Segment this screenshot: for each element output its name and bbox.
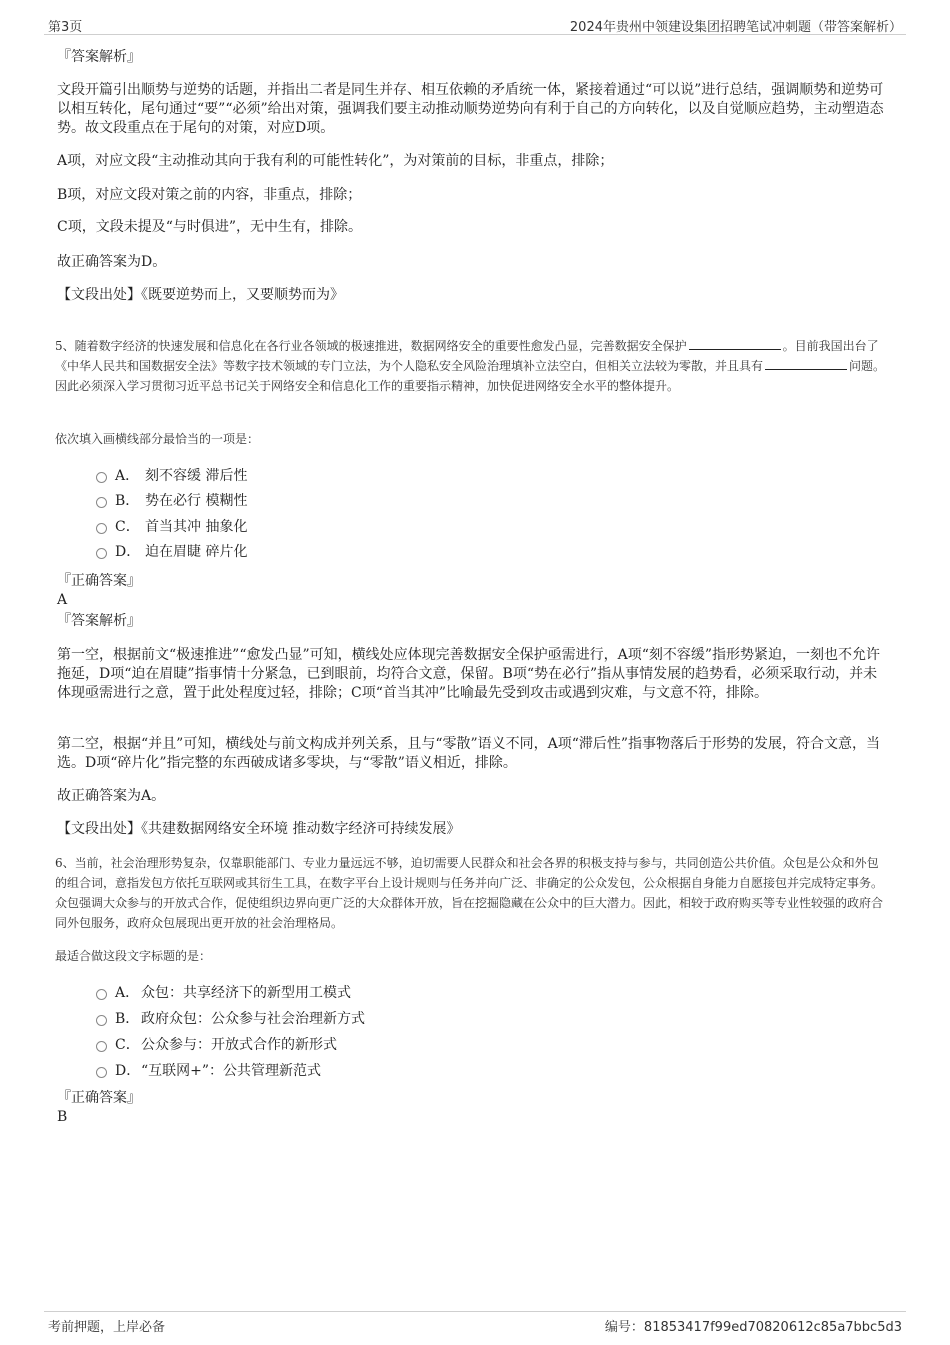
page-number: 第3页 (48, 20, 83, 35)
q6-answer-label: 『正确答案』 (57, 1090, 141, 1106)
radio-icon[interactable] (96, 472, 107, 483)
radio-icon[interactable] (96, 1015, 107, 1026)
q5-option-c[interactable]: C． 首当其冲 抽象化 (96, 518, 247, 536)
prev-source: 【文段出处】《既要逆势而上，又要顺势而为》 (57, 287, 344, 303)
q6-option-d-text: “互联网+”：公共管理新范式 (141, 1063, 322, 1079)
q5-option-b[interactable]: B． 势在必行 模糊性 (96, 492, 247, 510)
q6-option-c-text: 公众参与：开放式合作的新形式 (141, 1037, 337, 1053)
q5-answer: A (57, 592, 68, 608)
q6-option-d[interactable]: D．“互联网+”：公共管理新范式 (96, 1062, 321, 1080)
page-header (44, 14, 906, 35)
q5-prompt: 依次填入画横线部分最恰当的一项是： (55, 432, 260, 446)
q5-option-b-text: 势在必行 模糊性 (145, 493, 248, 509)
footer-slogan: 考前押题，上岸必备 (48, 1320, 166, 1335)
q5-source: 【文段出处】《共建数据网络安全环境 推动数字经济可持续发展》 (57, 821, 461, 837)
radio-icon[interactable] (96, 1041, 107, 1052)
q5-stem-part-3: 问题。因此必须深入学习贯彻习近平总书记关于网络安全和信息化工作的重要指示精神，加快促进网络安全水平的整体提升。 (55, 359, 886, 393)
radio-icon[interactable] (96, 497, 107, 508)
q5-analysis-label: 『答案解析』 (57, 613, 141, 629)
q5-option-d[interactable]: D． 迫在眉睫 碎片化 (96, 543, 247, 561)
radio-icon[interactable] (96, 548, 107, 559)
prev-analysis-option-b: B项，对应文段对策之前的内容，非重点，排除； (57, 187, 362, 203)
q6-answer: B (57, 1109, 68, 1125)
q5-blank-2 (765, 368, 847, 370)
q5-analysis-paragraph-1: 第一空，根据前文“极速推进”“愈发凸显”可知，横线处应体现完善数据安全保护亟需进行，A项“刻不容缓”指形势紧迫，一刻也不允许拖延，D项“迫在眉睫”指事情十分紧急，已到眼前，均符合文意，保留。B项“势在必行”指从事情发展的趋势看，必须采取行动，并未体现亟需进行之意，置于此处程度过轻，排除；C项“首当其冲”比喻最先受到攻击或遇到灾难，与文意不符，排除。 (57, 647, 881, 701)
radio-icon[interactable] (96, 523, 107, 534)
prev-analysis-label: 『答案解析』 (57, 49, 141, 65)
q5-stem-part-1: 5、随着数字经济的快速发展和信息化在各行业各领域的极速推进，数据网络安全的重要性愈发凸显，完善数据安全保护 (55, 339, 687, 353)
document-title: 2024年贵州中领建设集团招聘笔试冲刺题（带答案解析） (569, 20, 902, 35)
q5-option-c-text: 首当其冲 抽象化 (145, 519, 248, 535)
prev-analysis-option-a: A项，对应文段“主动推动其向于我有利的可能性转化”，为对策前的目标，非重点，排除； (57, 153, 614, 169)
document-code: 编号：81853417f99ed70820612c85a7bbc5d3 (604, 1320, 902, 1335)
radio-icon[interactable] (96, 1067, 107, 1078)
q5-option-d-text: 迫在眉睫 碎片化 (145, 544, 248, 560)
prev-analysis-paragraph: 文段开篇引出顺势与逆势的话题，并指出二者是同生并存、相互依赖的矛盾统一体，紧接着通过“可以说”进行总结，强调顺势和逆势可以相互转化，尾句通过“要”“必须”给出对策，强调我们要主动推动顺势逆势向有利于自己的方向转化，以及自觉顺应趋势，主动塑造态势。故文段重点在于尾句的对策，对应D项。 (57, 82, 884, 136)
q6-option-a[interactable]: A． 众包：共享经济下的新型用工模式 (96, 984, 351, 1002)
q6-option-b[interactable]: B． 政府众包：公众参与社会治理新方式 (96, 1010, 365, 1028)
q6-option-a-text: 众包：共享经济下的新型用工模式 (141, 985, 351, 1001)
q5-answer-label: 『正确答案』 (57, 573, 141, 589)
q5-option-a-text: 刻不容缓 滞后性 (145, 468, 248, 484)
radio-icon[interactable] (96, 989, 107, 1000)
q6-option-b-text: 政府众包：公众参与社会治理新方式 (141, 1011, 365, 1027)
q6-prompt: 最适合做这段文字标题的是： (55, 949, 212, 963)
prev-analysis-option-c: C项，文段未提及“与时俱进”，无中生有，排除。 (57, 219, 363, 235)
q5-stem-part-2: 。目前我国出台了《中华人民共和国数据安全法》等数字技术领域的专门立法，为个人隐私安全风险治理填补立法空白，但相关立法较为零散，并且具有 (55, 339, 879, 373)
q5-blank-1 (689, 348, 781, 350)
q6-option-c[interactable]: C．公众参与：开放式合作的新形式 (96, 1036, 337, 1054)
prev-answer-conclusion: 故正确答案为D。 (57, 254, 167, 270)
q5-analysis-paragraph-2: 第二空，根据“并且”可知，横线处与前文构成并列关系，且与“零散”语义不同，A项“滞后性”指事物落后于形势的发展，符合文意，当选。D项“碎片化”指完整的东西破成诸多零块，与“零散”语义相近，排除。 (57, 736, 881, 771)
page-footer (44, 1311, 906, 1336)
q5-option-a[interactable]: A． 刻不容缓 滞后性 (96, 467, 247, 485)
q5-answer-conclusion: 故正确答案为A。 (57, 788, 166, 804)
q6-stem: 6、当前，社会治理形势复杂，仅靠职能部门、专业力量远远不够，迫切需要人民群众和社会各界的积极支持与参与，共同创造公共价值。众包是公众和外包的组合词，意指发包方依托互联网或其衍生工具，在数字平台上设计规则与任务并向广泛、非确定的公众发包，公众根据自身能力自愿接包并完成特定事务。众包强调大众参与的开放式合作，促使组织边界向更广泛的大众群体开放，旨在挖掘隐藏在公众中的巨大潜力。因此，相较于政府购买等专业性较强的政府合同外包服务，政府众包展现出更开放的社会治理格局。 (55, 856, 884, 930)
q5-stem (55, 336, 887, 396)
